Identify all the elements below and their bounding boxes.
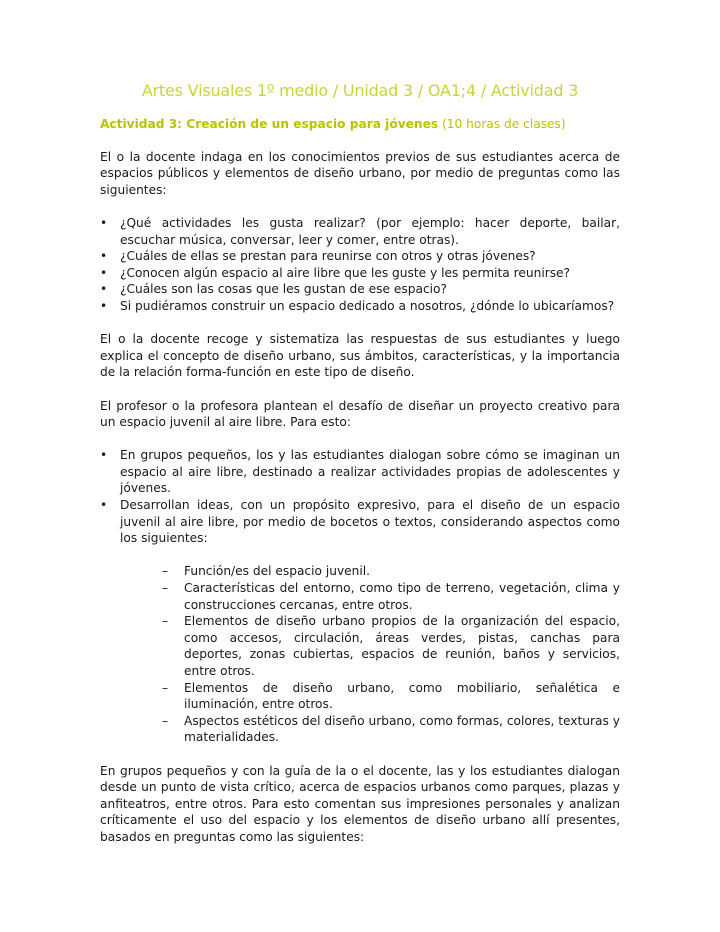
concept-paragraph: El o la docente recoge y sistematiza las respuestas de sus estudiantes y luego explica el concepto de diseño urbano, sus ámbitos, características, y la importancia de la relación forma-función en este tipo de diseño.	[100, 332, 620, 380]
activity-heading-title: Actividad 3: Creación de un espacio para jóvenes	[100, 117, 439, 131]
critical-dialogue-paragraph: En grupos pequeños y con la guía de la o el docente, las y los estudiantes dialogan desde un punto de vista crítico, acerca de espacios urbanos como parques, plazas y anfiteatros, entre otros. Para esto comentan sus impresiones personales y analizan críticamente el uso del espacio y los elementos de diseño urbano allí presentes, basados en preguntas como las siguientes:	[100, 763, 620, 844]
list-item: – Características del entorno, como tipo de terreno, vegetación, clima y construcciones cercanas, entre otros.	[162, 580, 620, 613]
list-item: • En grupos pequeños, los y las estudiantes dialogan sobre cómo se imaginan un espacio al aire libre, destinado a realizar actividades propias de adolescentes y jóvenes.	[100, 447, 620, 497]
challenge-paragraph: El profesor o la profesora plantean el desafío de diseñar un proyecto creativo para un espacio juvenil al aire libre. Para esto:	[100, 398, 620, 430]
list-item: • ¿Qué actividades les gusta realizar? (por ejemplo: hacer deporte, bailar, escuchar música, conversar, leer y comer, entre otras).	[100, 215, 620, 248]
list-item: – Función/es del espacio juvenil.	[162, 563, 620, 580]
list-item: • Si pudiéramos construir un espacio dedicado a nosotros, ¿dónde lo ubicaríamos?	[100, 298, 620, 315]
list-item: – Elementos de diseño urbano propios de la organización del espacio, como accesos, circulación, áreas verdes, pistas, canchas para deportes, zonas cubiertas, espacios de reunión, baños y servicios, entre otros.	[162, 613, 620, 679]
list-item: – Aspectos estéticos del diseño urbano, como formas, colores, texturas y materialidades.	[162, 713, 620, 746]
page-title: Artes Visuales 1º medio / Unidad 3 / OA1;4 / Actividad 3	[141, 81, 579, 100]
steps-list	[100, 447, 620, 746]
questions-list	[100, 215, 620, 315]
list-item: • ¿Conocen algún espacio al aire libre que les guste y les permita reunirse?	[100, 265, 620, 282]
list-item-text: Desarrollan ideas, con un propósito expresivo, para el diseño de un espacio juvenil al aire libre, por medio de bocetos o textos, considerando aspectos como los siguientes:	[120, 498, 620, 546]
list-item: – Elementos de diseño urbano, como mobiliario, señalética e iluminación, entre otros.	[162, 680, 620, 713]
list-item	[100, 497, 620, 746]
document-body	[100, 116, 620, 862]
aspects-list	[120, 563, 620, 746]
list-item: • ¿Cuáles de ellas se prestan para reunirse con otros y otras jóvenes?	[100, 248, 620, 265]
activity-heading	[100, 116, 620, 133]
list-item: • ¿Cuáles son las cosas que les gustan de ese espacio?	[100, 281, 620, 298]
intro-paragraph: El o la docente indaga en los conocimientos previos de sus estudiantes acerca de espacios públicos y elementos de diseño urbano, por medio de preguntas como las siguientes:	[100, 149, 620, 197]
activity-heading-duration: (10 horas de clases)	[442, 117, 566, 131]
